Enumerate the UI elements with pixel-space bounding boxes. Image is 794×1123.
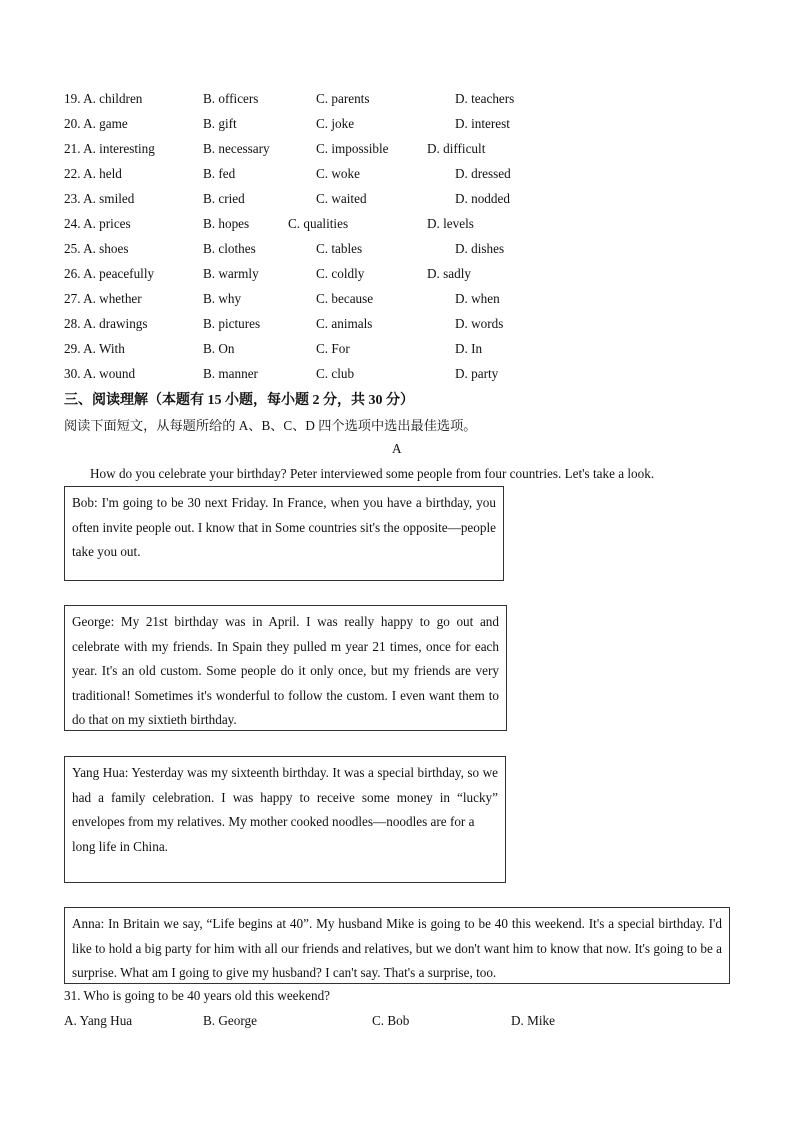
option-row-29 [64,341,764,361]
option-row-24 [64,216,764,236]
option-d: D. levels [427,216,474,231]
passage-label: A [392,441,402,456]
option-b: B. cried [203,191,245,206]
question-31: 31. Who is going to be 40 years old this weekend? [64,988,331,1003]
passage-intro: How do you celebrate your birthday? Peter interviewed some people from four countries. Let's take a look. [90,466,655,481]
option-a: 24. A. prices [64,216,131,231]
section-heading: 三、阅读理解（本题有 15 小题，每小题 2 分，共 30 分） [64,393,414,408]
option-row-22 [64,166,764,186]
option-d: D. difficult [427,141,486,156]
option-c: C. For [316,341,350,356]
bob-text: Bob: I'm going to be 30 next Friday. In France, when you have a birthday, you often invite people out. I know that in Some countries sit's the opposite—people take you out. [72,495,496,560]
option-d: D. interest [455,116,510,131]
option-c: C. coldly [316,266,365,281]
option-b: B. warmly [203,266,259,281]
option-d: D. In [455,341,483,356]
answer-a[interactable]: A. Yang Hua [64,1013,133,1028]
option-c: C. woke [316,166,360,181]
option-c: C. waited [316,191,367,206]
option-a: 27. A. whether [64,291,142,306]
yang-hua-text: Yang Hua: Yesterday was my sixteenth birthday. It was a special birthday, so we had a family celebration. I was happy to receive some money in “lucky” envelopes from my relatives. My mother cooked noodles—noodles are for a [72,765,498,830]
option-a: 23. A. smiled [64,191,135,206]
option-row-20 [64,116,764,136]
option-row-26 [64,266,764,286]
bob-box [64,486,504,581]
option-c: C. tables [316,241,363,256]
option-d: D. when [455,291,500,306]
option-b: B. why [203,291,242,306]
george-text: George: My 21st birthday was in April. I was really happy to go out and celebrate with my friends. In Spain they pulled m year 21 times, once for each year. It's an old custom. Some people do it only once, but my friends are very traditional! Sometimes it's wonderful to follow the custom. I even want them to do that on my sixtieth birthday. [72,614,499,728]
option-b: B. gift [203,116,237,131]
option-b: B. hopes [203,216,250,231]
option-c: C. because [316,291,374,306]
question-31-options [64,1013,764,1033]
option-a: 19. A. children [64,91,143,106]
option-row-23 [64,191,764,211]
anna-text: Anna: In Britain we say, “Life begins at 40”. My husband Mike is going to be 40 this weekend. It's a special birthday. I'd like to hold a big party for him with all our friends and relatives, but we don't want him to know that now. It's going to be a surprise. What am I going to give my husband? I can't say. That's a surprise, too. [72,916,722,981]
option-d: D. words [455,316,504,331]
option-d: D. dressed [455,166,511,181]
option-c: C. joke [316,116,355,131]
option-a: 22. A. held [64,166,122,181]
option-b: B. On [203,341,235,356]
option-c: C. parents [316,91,370,106]
answer-b[interactable]: B. George [203,1013,257,1028]
option-c: C. club [316,366,355,381]
option-c: C. qualities [288,216,349,231]
option-b: B. pictures [203,316,261,331]
option-d: D. sadly [427,266,471,281]
option-d: D. teachers [455,91,515,106]
answer-d[interactable]: D. Mike [511,1013,555,1028]
option-row-25 [64,241,764,261]
option-a: 30. A. wound [64,366,136,381]
option-b: B. manner [203,366,258,381]
option-b: B. fed [203,166,236,181]
option-row-19 [64,91,764,111]
option-row-21 [64,141,764,161]
option-b: B. clothes [203,241,256,256]
option-d: D. dishes [455,241,505,256]
option-a: 26. A. peacefully [64,266,155,281]
george-box [64,605,507,731]
option-c: C. impossible [316,141,389,156]
option-row-27 [64,291,764,311]
yang-hua-text-last: long life in China. [72,838,168,854]
option-a: 20. A. game [64,116,128,131]
option-d: D. nodded [455,191,510,206]
option-c: C. animals [316,316,373,331]
option-b: B. officers [203,91,259,106]
answer-c[interactable]: C. Bob [372,1013,410,1028]
option-b: B. necessary [203,141,270,156]
option-row-28 [64,316,764,336]
option-d: D. party [455,366,499,381]
yang-hua-box [64,756,506,883]
option-a: 25. A. shoes [64,241,129,256]
option-a: 29. A. With [64,341,125,356]
option-a: 28. A. drawings [64,316,148,331]
section-instruction: 阅读下面短文，从每题所给的 A、B、C、D 四个选项中选出最佳选项。 [64,418,477,433]
option-a: 21. A. interesting [64,141,155,156]
anna-box [64,907,730,984]
option-row-30 [64,366,764,386]
